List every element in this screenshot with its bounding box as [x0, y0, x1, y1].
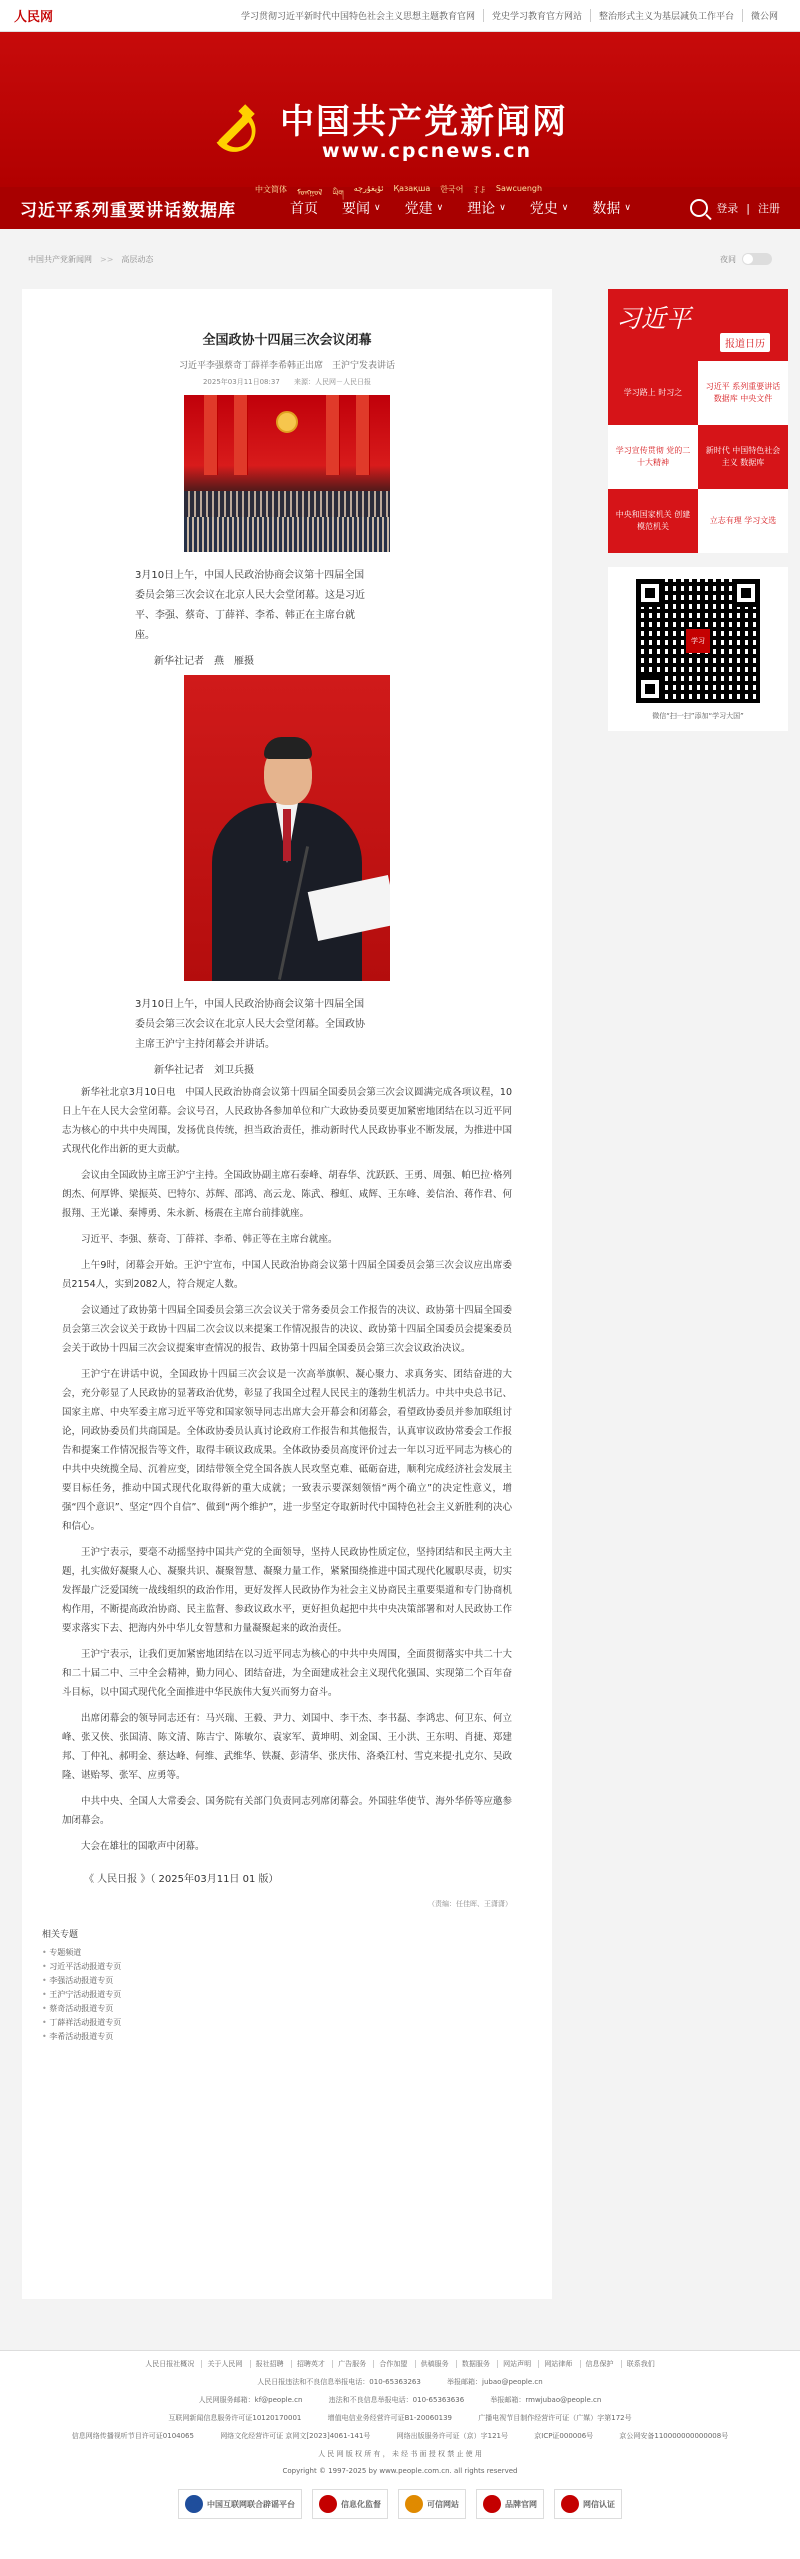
- topic-tile[interactable]: 习近平 系列重要讲话数据库 中央文件: [698, 361, 788, 425]
- chevron-down-icon: ∨: [436, 203, 444, 213]
- badge-label: 网信认证: [583, 2499, 615, 2509]
- related-item[interactable]: • 王沪宁活动报道专页: [42, 1988, 512, 2002]
- article-source: 《 人民日报 》（ 2025年03月11日 01 版）: [84, 1874, 279, 1885]
- photo-caption: 3月10日上午，中国人民政治协商会议第十四届全国委员会第三次会议在北京人民大会堂闭幕。这是习近平、李强、蔡奇、丁薛祥、李希、韩正在主席台就座。: [135, 570, 365, 641]
- footer-badges: [0, 2489, 800, 2519]
- paragraph: 会议由全国政协主席王沪宁主持。全国政协副主席石泰峰、胡春华、沈跃跃、王勇、周强、帕巴拉·格列朗杰、何厚铧、梁振英、巴特尔、苏辉、邵鸿、高云龙、陈武、穆虹、咸辉、王东峰、姜信治、蒋作君、何报翔、王光谦、秦博勇、朱永新、杨震在主席台前排就座。: [62, 1170, 512, 1219]
- badge-icon: [405, 2495, 423, 2513]
- flag-decoration: [204, 395, 218, 475]
- night-mode: [720, 253, 772, 265]
- paragraph: 王沪宁表示，让我们更加紧密地团结在以习近平同志为核心的中共中央周围，全面贯彻落实中共二十大和二十届二中、三中全会精神，勤力同心、团结奋进，为全面建成社会主义现代化强国、实现第二个百年奋斗目标，以中国式现代化全面推进中华民族伟大复兴而努力奋斗。: [62, 1649, 512, 1698]
- footer-link[interactable]: 招聘英才: [291, 2360, 330, 2368]
- nav-item-data[interactable]: [592, 198, 631, 218]
- footer-link[interactable]: 信息保护: [580, 2360, 619, 2368]
- lang-link[interactable]: 한국어: [440, 185, 464, 194]
- nav-label: 党史: [529, 201, 558, 217]
- rumor-platform-badge[interactable]: [178, 2489, 302, 2519]
- footer-text: 举报邮箱：jubao@people.cn: [447, 2378, 543, 2386]
- footer-link[interactable]: 网站声明: [497, 2360, 536, 2368]
- photo-credit: 新华社记者 刘卫兵摄: [154, 1065, 254, 1076]
- footer-line: [0, 2395, 800, 2405]
- language-links: [255, 184, 542, 207]
- supervision-badge[interactable]: [312, 2489, 388, 2519]
- nav-label: 理论: [467, 201, 496, 217]
- badge-label: 中国互联网联合辟谣平台: [207, 2499, 295, 2509]
- breadcrumb: [0, 229, 800, 289]
- report-calendar-banner[interactable]: [608, 289, 788, 361]
- top-link[interactable]: 微公网: [742, 9, 786, 22]
- qr-label: 微信“扫一扫”添加“学习大国”: [652, 712, 744, 720]
- topic-tile[interactable]: 学习宣传贯彻 党的二十大精神: [608, 425, 698, 489]
- related-list: [49, 1946, 512, 2044]
- breadcrumb-home[interactable]: 中国共产党新闻网: [28, 254, 92, 264]
- flag-decoration: [356, 395, 370, 475]
- article-editor: （责编：任佳晖、王潇潇）: [428, 1900, 512, 1908]
- footer-link[interactable]: 关于人民网: [201, 2360, 247, 2368]
- topic-tile[interactable]: 学习路上 时习之: [608, 361, 698, 425]
- separator: |: [746, 201, 750, 215]
- badge-label: 信息化监督: [341, 2499, 381, 2509]
- qr-code: [636, 579, 760, 703]
- cac-certified-badge[interactable]: [554, 2489, 622, 2519]
- breadcrumb-section[interactable]: 高层动态: [121, 254, 154, 264]
- related-item[interactable]: • 李希活动报道专页: [42, 2030, 512, 2044]
- nav-label: 首页: [290, 201, 318, 217]
- footer-link[interactable]: 联系我们: [621, 2360, 660, 2368]
- badge-icon: [319, 2495, 337, 2513]
- badge-icon: [483, 2495, 501, 2513]
- photo-caption: 3月10日上午，中国人民政治协商会议第十四届全国委员会第三次会议在北京人民大会堂闭幕。全国政协主席王沪宁主持闭幕会并讲话。: [135, 999, 365, 1050]
- qr-finder: [636, 675, 664, 703]
- paragraph: 会议通过了政协第十四届全国委员会第三次会议关于常务委员会工作报告的决议、政协第十四届全国委员会第三次会议关于政协十四届二次会议以来提案工作情况报告的决议、政协第十四届全国委员会提案委员会关于政协十四届三次会议提案审查情况的报告、政协第十四届全国委员会第三次会议政治决议。: [62, 1305, 512, 1354]
- footer: [0, 2350, 800, 2559]
- footer-text: 违法和不良信息举报电话：010-65363636: [328, 2396, 465, 2404]
- related-item[interactable]: • 李强活动报道专页: [42, 1974, 512, 1988]
- nav-brand[interactable]: 习近平系列重要讲话数据库: [20, 200, 236, 221]
- top-link[interactable]: 学习贯彻习近平新时代中国特色社会主义思想主题教育官网: [240, 12, 475, 22]
- paragraph: 出席闭幕会的领导同志还有：马兴瑞、王毅、尹力、刘国中、李干杰、李书磊、李鸿忠、何卫东、何立峰、张又侠、张国清、陈文清、陈吉宁、陈敏尔、袁家军、黄坤明、刘金国、王小洪、王东明、肖捷、郑建邦、丁仲礼、郝明金、蔡达峰、何维、武维华、铁凝、彭清华、张庆伟、洛桑江村、雪克来提·扎克尔、吴政隆、谌贻琴、张军、应勇等。: [62, 1713, 512, 1781]
- footer-text: 广播电视节目制作经营许可证（广媒）字第172号: [478, 2414, 632, 2422]
- lang-link[interactable]: Қазақша: [393, 184, 431, 193]
- people-logo[interactable]: 人民网: [14, 10, 54, 25]
- chevron-down-icon: ∨: [624, 203, 631, 213]
- footer-text: 信息网络传播视听节目许可证0104065: [71, 2432, 194, 2440]
- top-links: [233, 9, 786, 22]
- audience: [184, 517, 390, 552]
- footer-link[interactable]: 广告服务: [332, 2360, 371, 2368]
- badge-icon: [185, 2495, 203, 2513]
- topic-grid: [608, 361, 788, 553]
- trusted-site-badge[interactable]: [398, 2489, 466, 2519]
- chevron-down-icon: ∨: [499, 203, 506, 213]
- footer-text: 京ICP证000006号: [534, 2432, 594, 2440]
- topic-tile[interactable]: 立志有理 学习文选: [698, 489, 788, 553]
- topic-tile[interactable]: 中央和国家机关 创建模范机关: [608, 489, 698, 553]
- closing-ceremony-photo: [184, 395, 390, 552]
- calendar-title: 习近平: [616, 304, 692, 333]
- site-url: www.cpcnews.cn: [322, 140, 533, 162]
- related-item[interactable]: • 丁薛祥活动报道专页: [42, 2016, 512, 2030]
- calendar-tag: 报道日历: [720, 333, 770, 352]
- paragraph: 中共中央、全国人大常委会、国务院有关部门负责同志列席闭幕会。外国驻华使节、海外华侨等应邀参加闭幕会。: [62, 1796, 512, 1826]
- badge-icon: [561, 2495, 579, 2513]
- article-title: 全国政协十四届三次会议闭幕: [202, 333, 372, 348]
- lang-link[interactable]: ཡིག: [332, 189, 344, 198]
- qr-card: [608, 567, 788, 731]
- footer-link[interactable]: 合作加盟: [373, 2360, 412, 2368]
- footer-links: [0, 2359, 800, 2369]
- footer-link[interactable]: 供稿服务: [415, 2360, 454, 2368]
- qr-finder: [732, 579, 760, 607]
- qr-center-logo: 学习: [686, 629, 710, 653]
- speaker-tie: [283, 809, 291, 861]
- copyright-en: Copyright © 1997-2025 by www.people.com.cn. all rights reserved: [282, 2467, 518, 2475]
- chevron-down-icon: ∨: [561, 203, 569, 213]
- footer-text: 增值电信业务经营许可证B1-20060139: [327, 2414, 453, 2422]
- site-banner: [0, 32, 800, 198]
- footer-link[interactable]: 数据服务: [456, 2360, 495, 2368]
- register-link[interactable]: 注册: [758, 202, 780, 215]
- badge-label: 可信网站: [427, 2499, 459, 2509]
- top-bar: [0, 0, 800, 32]
- speaker-hair: [264, 737, 312, 759]
- lang-link[interactable]: Sawcuengh: [495, 184, 543, 193]
- top-link[interactable]: 整治形式主义为基层减负工作平台: [590, 9, 742, 22]
- search-icon[interactable]: [690, 199, 708, 217]
- nav-label: 党建: [404, 201, 433, 217]
- flag-decoration: [326, 395, 340, 475]
- related-topics: [42, 1927, 512, 2044]
- night-mode-label: 夜间: [720, 254, 736, 264]
- footer-link[interactable]: 网站律师: [538, 2360, 577, 2368]
- cppcc-emblem-icon: [276, 411, 298, 433]
- footer-text: 京公网安备110000000000008号: [619, 2432, 729, 2440]
- footer-text: 互联网新闻信息服务许可证10120170001: [168, 2414, 302, 2422]
- related-title: 相关专题: [42, 1930, 79, 1940]
- chevron-down-icon: ∨: [374, 203, 381, 213]
- flag-decoration: [234, 395, 248, 475]
- topic-tile[interactable]: 新时代 中国特色社会主义 数据库: [698, 425, 788, 489]
- footer-line: [0, 2431, 800, 2441]
- nav-label: 要闻: [342, 201, 370, 217]
- sidebar: [608, 289, 788, 731]
- rostrum: [184, 491, 390, 517]
- photo-credit: 新华社记者 燕 雁摄: [154, 656, 254, 667]
- footer-text: 举报邮箱：rmwjubao@people.cn: [490, 2396, 602, 2404]
- breadcrumb-separator: >>: [100, 254, 114, 264]
- related-item[interactable]: • 习近平活动报道专页: [42, 1960, 512, 1974]
- badge-label: 品牌官网: [505, 2499, 537, 2509]
- lang-link[interactable]: ᠮᠣᠩᠭᠣᠯ: [297, 188, 323, 197]
- footer-line: [0, 2377, 800, 2387]
- night-mode-toggle[interactable]: [742, 253, 772, 265]
- nav-label: 数据: [592, 201, 621, 217]
- paragraph: 王沪宁表示，要毫不动摇坚持中国共产党的全面领导，坚持人民政协性质定位，坚持团结和民主两大主题，扎实做好凝聚人心、凝聚共识、凝聚智慧、凝聚力量工作，紧紧围绕推进中国式现代化履职尽责，切实发挥最广泛爱国统一战线组织的政治作用，更好发挥人民政协作为社会主义协商民主重要渠道和专门协商机构作用，不断提高政治协商、民主监督、参政议政水平，更好担负起把中共中央决策部署和对人民政协工作要求落实下去、把海内外中华儿女智慧和力量凝聚起来的政治责任。: [62, 1547, 512, 1634]
- speaker-photo: [184, 675, 390, 981]
- paragraph: 王沪宁在讲话中说，全国政协十四届三次会议是一次高举旗帜、凝心聚力、求真务实、团结奋进的大会，充分彰显了人民政协的显著政治优势，彰显了我国全过程人民民主的蓬勃生机活力。中共中央总书记、国家主席、中央军委主席习近平等党和国家领导同志出席大会开幕会和闭幕会，看望政协委员并参加联组讨论，同政协委员们共商国是。全体政协委员认真讨论政府工作报告和其他报告，认真审议政协常委会工作报告和提案工作情况报告等文件，取得丰硕议政成果。全体政协委员高度评价过去一年以习近平同志为核心的中共中央统揽全局、沉着应变，团结带领全党全国各族人民攻坚克难、砥砺奋进，顺利完成经济社会发展主要目标任务，推动中国式现代化取得新的重大成就；一致表示要深刻领悟“两个确立”的决定性意义，增强“四个意识”、坚定“四个自信”、做到“两个维护”，进一步坚定夺取新时代中国特色社会主义新胜利的决心和信心。: [62, 1369, 512, 1532]
- qr-finder: [636, 579, 664, 607]
- paragraph: 上午9时，闭幕会开始。王沪宁宣布，中国人民政治协商会议第十四届全国委员会第三次会议应出席委员2154人，实到2082人，符合规定人数。: [62, 1260, 512, 1290]
- article: [22, 289, 552, 2299]
- footer-text: 人民日报违法和不良信息举报电话：010-65363263: [257, 2378, 421, 2386]
- article-subtitle: 习近平李强蔡奇丁薛祥李希韩正出席 王沪宁发表讲话: [178, 361, 395, 371]
- paragraph: 习近平、李强、蔡奇、丁薛祥、李希、韩正等在主席台就座。: [81, 1234, 338, 1245]
- footer-text: 网络文化经营许可证 京网文[2023]4061-141号: [220, 2432, 371, 2440]
- article-body: [62, 1083, 512, 1856]
- footer-link[interactable]: 人民日报社概况: [145, 2360, 195, 2368]
- nav-tools: [690, 199, 780, 217]
- paragraph: 新华社北京3月10日电 中国人民政治协商会议第十四届全国委员会第三次会议圆满完成各项议程，10日上午在人民大会堂闭幕。会议号召，人民政协各参加单位和广大政协委员要更加紧密地团结在以习近平同志为核心的中共中央周围，发扬优良传统，担当政治责任，推动新时代人民政协事业不断发展，为推进中国式现代化作出新的更大贡献。: [62, 1087, 512, 1155]
- article-date: 2025年03月11日08:37: [202, 378, 280, 386]
- footer-text: 网络出版服务许可证（京）字121号: [396, 2432, 509, 2440]
- related-item[interactable]: • 蔡奇活动报道专页: [42, 2002, 512, 2016]
- related-item[interactable]: • 专题频道: [42, 1946, 512, 1960]
- brand-site-badge[interactable]: [476, 2489, 544, 2519]
- footer-text: 人民网服务邮箱：kf@people.cn: [198, 2396, 303, 2404]
- site-title[interactable]: 中国共产党新闻网: [280, 102, 568, 142]
- lang-link[interactable]: ئۇيغۇرچە: [353, 184, 384, 193]
- copyright-cn: 人 民 网 版 权 所 有 ， 未 经 书 面 授 权 禁 止 使 用: [318, 2450, 482, 2458]
- footer-line: [0, 2413, 800, 2423]
- lang-link[interactable]: 中文简体: [255, 185, 287, 194]
- footer-link[interactable]: 报社招聘: [250, 2360, 289, 2368]
- top-link[interactable]: 党史学习教育官方网站: [483, 9, 590, 22]
- party-emblem-icon: [205, 98, 263, 156]
- article-meta: [62, 377, 512, 387]
- article-source-meta[interactable]: 来源：人民网－人民日报: [294, 378, 372, 386]
- lang-link[interactable]: ꆈꌠ: [473, 186, 486, 195]
- login-link[interactable]: 登录: [716, 202, 739, 215]
- paragraph: 大会在雄壮的国歌声中闭幕。: [81, 1841, 205, 1852]
